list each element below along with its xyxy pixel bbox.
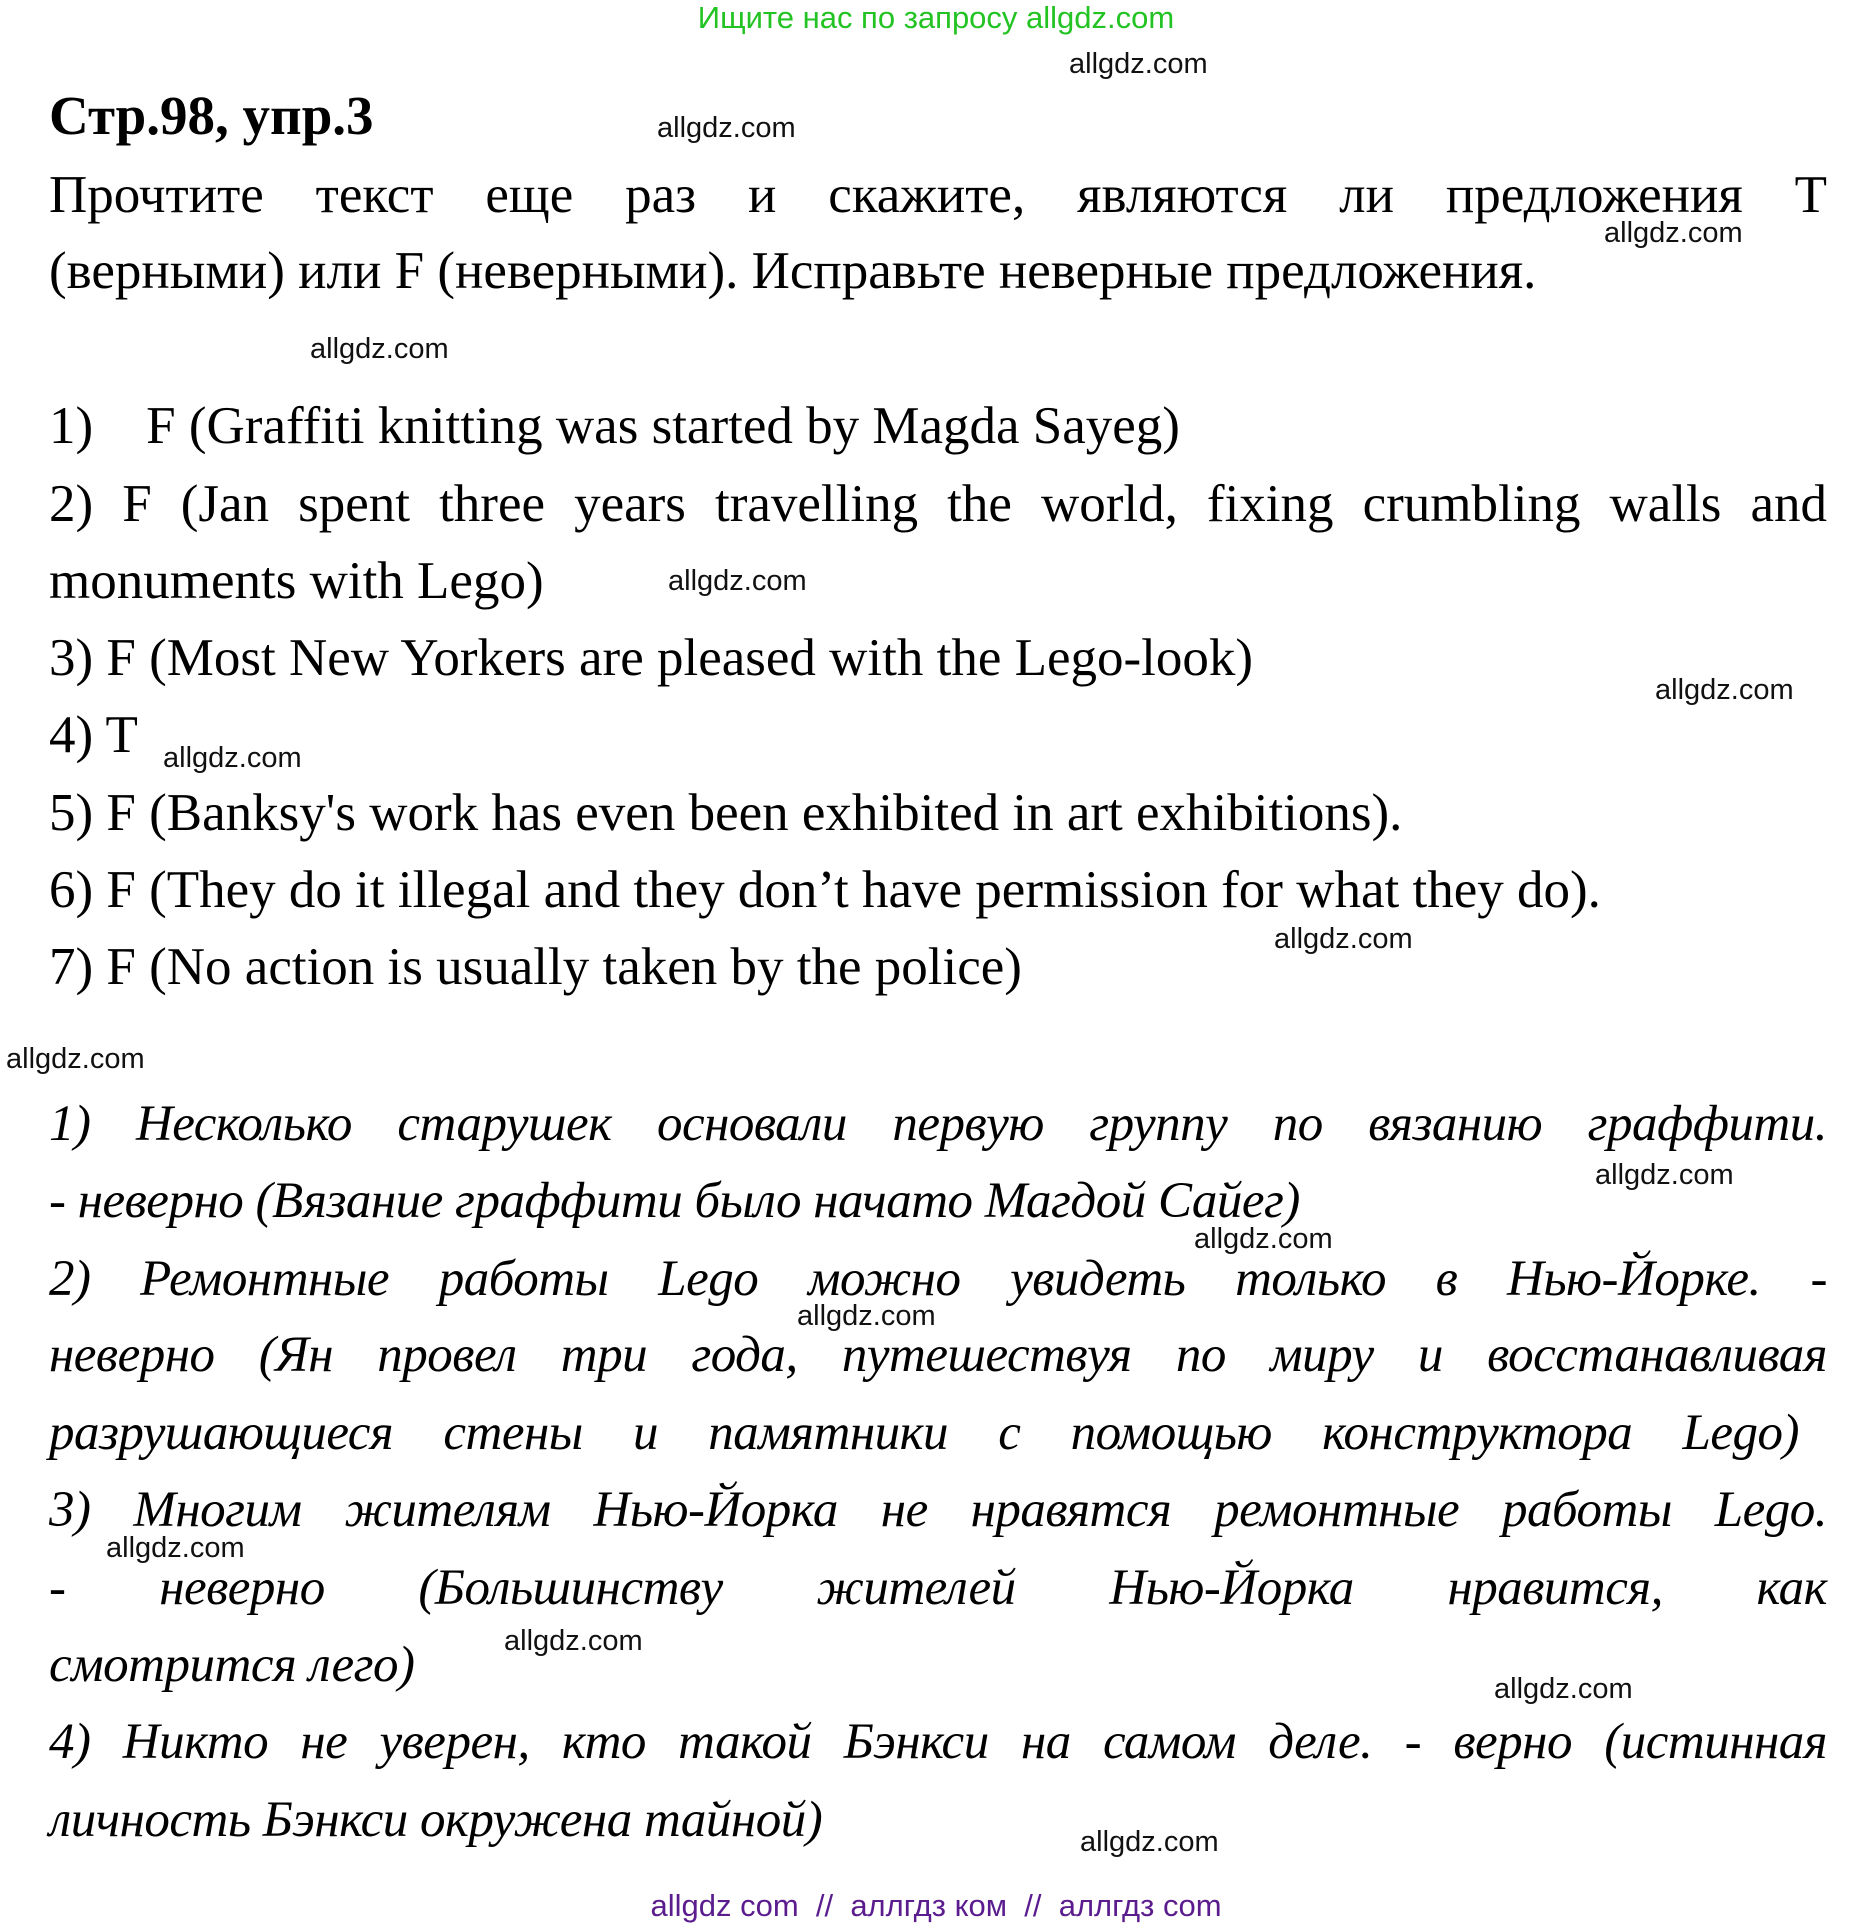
instruction-line: (верными) или F (неверными). Исправьте неверные предложения.: [49, 242, 1537, 300]
watermark: allgdz.com: [1655, 674, 1794, 706]
translation-line: - неверно (Большинству жителей Нью-Йорка нравится, как: [49, 1560, 1827, 1616]
watermark: allgdz.com: [797, 1300, 936, 1332]
translation-line: разрушающиеся стены и памятники с помощью конструктора Lego): [49, 1405, 1799, 1461]
answer-line: 1) F (Graffiti knitting was started by Magda Sayeg): [49, 397, 1180, 455]
watermark: allgdz.com: [504, 1625, 643, 1657]
page-title: Стр.98, упр.3: [49, 85, 374, 146]
search-banner: Ищите нас по запросу allgdz.com: [697, 0, 1175, 35]
watermark: allgdz.com: [1274, 923, 1413, 955]
answer-line: 6) F (They do it illegal and they don’t have permission for what they do).: [49, 861, 1601, 919]
watermark: allgdz.com: [1494, 1673, 1633, 1705]
translation-line: - неверно (Вязание граффити было начато Магдой Сайег): [49, 1173, 1300, 1229]
translation-line: 3) Многим жителям Нью-Йорка не нравятся ремонтные работы Lego.: [49, 1482, 1827, 1538]
watermark: allgdz.com: [1080, 1826, 1219, 1858]
answer-line: 5) F (Banksy's work has even been exhibited in art exhibitions).: [49, 784, 1403, 842]
watermark: allgdz.com: [668, 565, 807, 597]
watermark: allgdz.com: [310, 333, 449, 365]
translation-line: 2) Ремонтные работы Lego можно увидеть только в Нью-Йорке. -: [49, 1251, 1827, 1307]
watermark: allgdz.com: [6, 1043, 145, 1075]
watermark: allgdz.com: [106, 1532, 245, 1564]
answer-line: 7) F (No action is usually taken by the police): [49, 938, 1022, 996]
watermark: allgdz.com: [1604, 217, 1743, 249]
footer-links: allgdz com // аллгдз ком // аллгдз com: [650, 1888, 1222, 1923]
translation-line: личность Бэнкси окружена тайной): [49, 1792, 823, 1848]
watermark: allgdz.com: [1194, 1223, 1333, 1255]
watermark: allgdz.com: [657, 112, 796, 144]
answer-line: 2) F (Jan spent three years travelling the world, fixing crumbling walls and: [49, 475, 1827, 533]
instruction-line: Прочтите текст еще раз и скажите, являются ли предложения T: [49, 166, 1827, 224]
answer-line: 3) F (Most New Yorkers are pleased with the Lego-look): [49, 629, 1254, 687]
watermark: allgdz.com: [163, 742, 302, 774]
watermark: allgdz.com: [1595, 1159, 1734, 1191]
translation-line: 4) Никто не уверен, кто такой Бэнкси на самом деле. - верно (истинная: [49, 1714, 1827, 1770]
answer-line: monuments with Lego): [49, 552, 544, 610]
translation-line: 1) Несколько старушек основали первую группу по вязанию граффити.: [49, 1096, 1827, 1152]
translation-line: неверно (Ян провел три года, путешествуя по миру и восстанавливая: [49, 1327, 1827, 1383]
translation-line: смотрится лего): [49, 1637, 415, 1693]
answer-line: 4) T: [49, 706, 138, 764]
watermark: allgdz.com: [1069, 48, 1208, 80]
